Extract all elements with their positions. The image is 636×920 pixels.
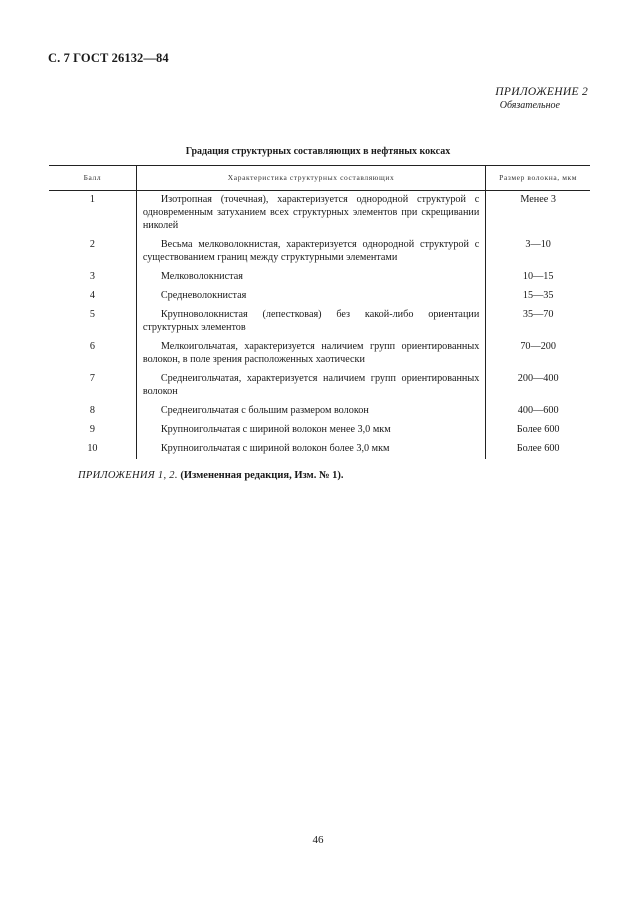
appendix-label [495,84,588,112]
row-description: Весьма мелковолокнистая, характеризуется однородной структурой с существованием границ между структурными элементами [136,236,485,268]
row-description: Мелкоигольчатая, характеризуется наличием групп ориентированных волокон, в поле зрения расположенных хаотически [136,338,485,370]
row-description: Мелковолокнистая [136,268,485,287]
page-header: С. 7 ГОСТ 26132—84 [48,51,169,65]
row-score: 10 [49,440,136,459]
row-description: Среднеигольчатая, характеризуется наличием групп ориентированных волокон [136,370,485,402]
row-description: Крупноигольчатая с шириной волокон менее 3,0 мкм [136,421,485,440]
row-size: 15—35 [522,290,554,301]
gradation-table [49,165,590,459]
row-score: 2 [49,236,136,268]
row-description: Изотропная (точечная), характеризуется однородной структурой с одновременным затуханием всех структурных элементов при скрещивании николей [136,191,485,237]
row-size: 35—70 [522,309,554,320]
table-row [49,402,590,421]
row-size: 10—15 [522,271,554,282]
row-score: 6 [49,338,136,370]
note-reference: ПРИЛОЖЕНИЯ 1, 2. [78,470,178,481]
row-score: 9 [49,421,136,440]
table-row [49,268,590,287]
appendix-status: Обязательное [499,100,560,111]
row-size: Более 600 [516,424,560,435]
row-description: Среднеигольчатая с большим размером волокон [136,402,485,421]
row-score: 8 [49,402,136,421]
row-size: 200—400 [517,373,559,384]
row-size: 70—200 [520,341,556,352]
row-size: Менее 3 [520,194,556,205]
row-size: 3—10 [525,239,551,250]
row-size: 400—600 [517,405,559,416]
table-title: Градация структурных составляющих в нефтяных коксах [185,146,451,157]
table-row [49,421,590,440]
row-description: Крупноволокнистая (лепестковая) без какой-либо ориентации структурных элементов [136,306,485,338]
row-score: 5 [49,306,136,338]
table-row [49,236,590,268]
row-score: 1 [49,191,136,237]
row-description: Крупноигольчатая с шириной волокон более 3,0 мкм [136,440,485,459]
amendment-note [78,470,344,481]
table-row [49,191,590,237]
row-score: 4 [49,287,136,306]
page-number: 46 [312,834,324,846]
column-header-size: Размер волокна, мкм [486,166,590,191]
row-description: Средневолокнистая [136,287,485,306]
row-score: 3 [49,268,136,287]
note-text: (Измененная редакция, Изм. № 1). [180,470,344,481]
row-size: Более 600 [516,443,560,454]
table-row [49,440,590,459]
table-row [49,287,590,306]
row-score: 7 [49,370,136,402]
table-row [49,370,590,402]
column-header-score: Балл [49,166,136,191]
column-header-description: Характеристика структурных составляющих [136,166,485,191]
table-header-row [49,166,590,191]
table-row [49,338,590,370]
appendix-title: ПРИЛОЖЕНИЕ 2 [495,86,588,98]
table-row [49,306,590,338]
